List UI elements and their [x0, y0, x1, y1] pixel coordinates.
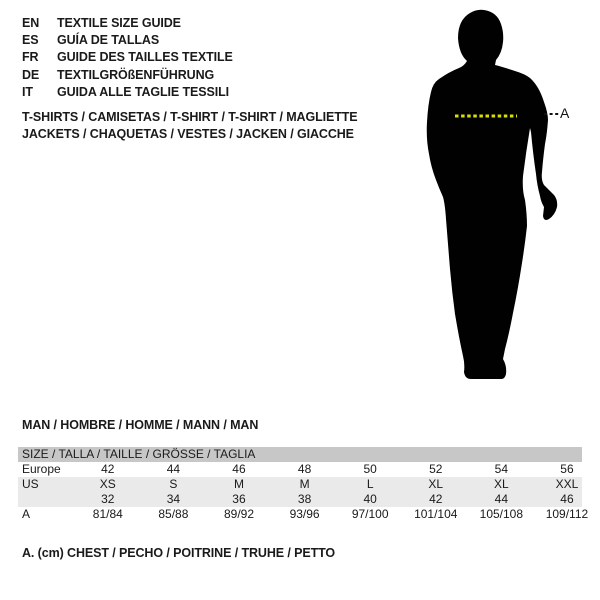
- size-value: 85/88: [158, 507, 189, 521]
- size-value: 46: [232, 462, 246, 476]
- language-label: GUÍA DE TALLAS: [57, 33, 160, 48]
- language-label: GUIDE DES TAILLES TEXTILE: [57, 50, 233, 65]
- size-value: 52: [429, 462, 443, 476]
- size-value: 109/112: [545, 507, 589, 521]
- size-value: 42: [101, 462, 115, 476]
- man-silhouette-shape: [427, 10, 557, 379]
- language-row: [22, 15, 233, 32]
- measure-label-a: A: [560, 105, 570, 121]
- size-value: 97/100: [351, 507, 389, 521]
- language-row: [22, 67, 233, 84]
- language-row: [22, 49, 233, 66]
- size-value: L: [366, 477, 374, 491]
- man-silhouette: [403, 4, 583, 396]
- size-value: 42: [429, 492, 443, 506]
- size-value: 40: [363, 492, 377, 506]
- size-value: 101/104: [414, 507, 458, 521]
- category-line-jackets: JACKETS / CHAQUETAS / VESTES / JACKEN / GIACCHE: [22, 127, 354, 142]
- table-row-europe: [18, 462, 600, 477]
- size-value: 36: [232, 492, 246, 506]
- size-value: 48: [297, 462, 312, 476]
- language-row: [22, 32, 233, 49]
- size-value: S: [169, 477, 178, 491]
- size-value: 44: [494, 492, 509, 506]
- measurement-legend: A. (cm) CHEST / PECHO / POITRINE / TRUHE / PETTO: [22, 546, 336, 560]
- table-row-chest-a: [18, 507, 600, 522]
- category-list: [22, 109, 358, 143]
- size-value: 46: [560, 492, 574, 506]
- size-value: 32: [101, 492, 115, 506]
- size-value: M: [233, 477, 244, 491]
- language-code: ES: [22, 33, 39, 48]
- language-label: TEXTILGRÖßENFÜHRUNG: [57, 67, 215, 82]
- size-value: M: [299, 477, 310, 491]
- size-value: 105/108: [479, 507, 524, 521]
- size-value: 50: [363, 462, 377, 476]
- row-label: Europe: [22, 462, 61, 476]
- table-row-us: [18, 477, 600, 492]
- size-value: 34: [166, 492, 181, 506]
- size-value: 89/92: [223, 507, 254, 521]
- size-value: XXL: [555, 477, 579, 491]
- size-value: 38: [297, 492, 312, 506]
- section-title-man: MAN / HOMBRE / HOMME / MANN / MAN: [22, 418, 259, 432]
- size-table-header: SIZE / TALLA / TAILLE / GRÖSSE / TAGLIA: [18, 447, 582, 462]
- row-label: A: [22, 507, 31, 521]
- size-value: 81/84: [92, 507, 123, 521]
- language-label: TEXTILE SIZE GUIDE: [57, 16, 181, 30]
- row-label: US: [22, 477, 39, 491]
- size-table: [18, 447, 600, 522]
- man-silhouette-figure: [403, 4, 583, 396]
- size-value: 54: [494, 462, 509, 476]
- size-value: 56: [560, 462, 574, 476]
- language-label: GUIDA ALLE TAGLIE TESSILI: [57, 84, 230, 99]
- language-code: EN: [22, 16, 40, 30]
- size-value: XL: [494, 477, 509, 491]
- language-row: [22, 84, 233, 101]
- size-value: XS: [99, 477, 116, 491]
- language-code: DE: [22, 67, 40, 82]
- size-value: 93/96: [289, 507, 320, 521]
- size-value: XL: [428, 477, 444, 491]
- language-code: IT: [22, 84, 33, 99]
- category-line-tshirts: T-SHIRTS / CAMISETAS / T-SHIRT / T-SHIRT / MAGLIETTE: [22, 110, 358, 124]
- language-list: [22, 15, 233, 101]
- language-code: FR: [22, 50, 39, 65]
- table-row-numeric: [18, 492, 600, 507]
- row-label: [18, 492, 75, 507]
- size-value: 44: [166, 462, 181, 476]
